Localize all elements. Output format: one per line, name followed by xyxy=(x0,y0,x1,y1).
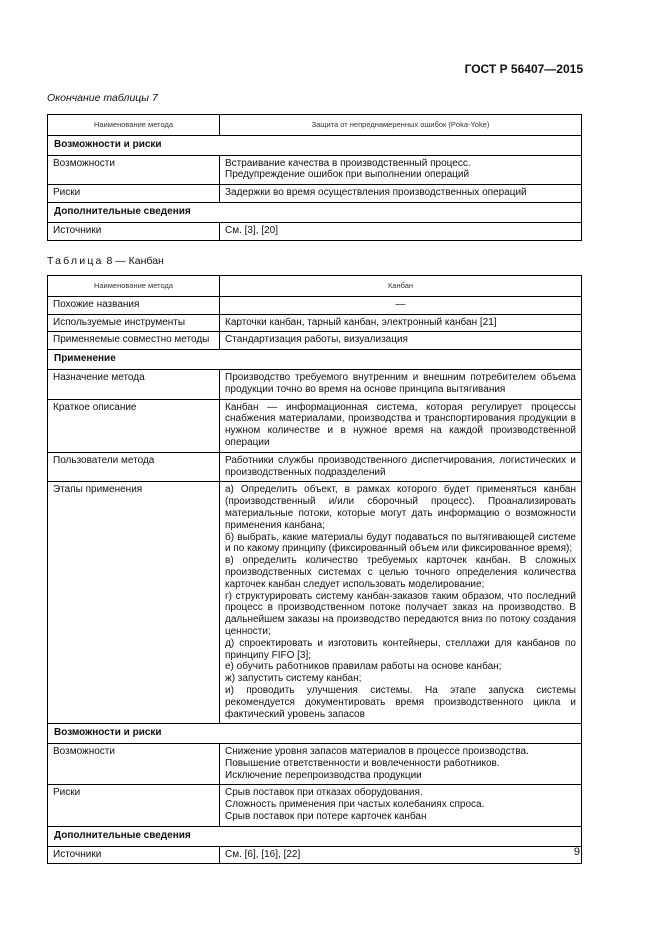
row-label-joint-methods: Применяемые совместно методы xyxy=(48,332,220,350)
row-value-opportunities xyxy=(220,744,582,785)
header-method-name: Наименование метода xyxy=(48,276,220,297)
section-title-opportunities-risks: Возможности и риски xyxy=(48,135,582,155)
table-row xyxy=(48,846,582,864)
list-item: Срыв поставок при отказах оборудования. xyxy=(225,787,423,799)
table-row xyxy=(48,399,582,452)
row-label-description: Краткое описание xyxy=(48,399,220,452)
list-item: е) обучить работников правилам работы на основе канбан; xyxy=(225,661,502,673)
row-value-joint-methods: Стандартизация работы, визуализация xyxy=(220,332,582,350)
table7-continuation-label: Окончание таблицы 7 xyxy=(47,92,158,104)
section-row xyxy=(48,826,582,846)
row-value-similar-names: — xyxy=(220,296,582,314)
section-title-application: Применение xyxy=(48,350,582,370)
table-row xyxy=(48,744,582,785)
row-label-opportunities: Возможности xyxy=(48,155,220,185)
table-header-row xyxy=(48,276,582,297)
row-value-purpose: Производство требуемого внутренним и внешним потребителем объема продукции точно во время на основе принципа вытягивания xyxy=(220,369,582,399)
list-item: Сложность применения при частых колебаниях спроса. xyxy=(225,799,485,811)
section-title-opportunities-risks: Возможности и риски xyxy=(48,724,582,744)
table-row xyxy=(48,452,582,482)
row-label-risks: Риски xyxy=(48,185,220,203)
table-row xyxy=(48,155,582,185)
section-row xyxy=(48,202,582,222)
list-item: Повышение ответственности и вовлеченности работников. xyxy=(225,757,500,769)
list-item: Исключение перепроизводства продукции xyxy=(225,769,422,781)
row-label-similar-names: Похожие названия xyxy=(48,296,220,314)
row-value-risks xyxy=(220,785,582,826)
table-8 xyxy=(47,275,582,864)
row-label-stages: Этапы применения xyxy=(48,482,220,724)
row-label-sources: Источники xyxy=(48,846,220,864)
standard-designation: ГОСТ Р 56407—2015 xyxy=(464,62,583,76)
caption-word: Таблица xyxy=(47,255,104,267)
caption-title: 8 — Канбан xyxy=(106,255,164,267)
row-label-sources: Источники xyxy=(48,222,220,240)
row-value-tools: Карточки канбан, тарный канбан, электронный канбан [21] xyxy=(220,314,582,332)
list-item: Предупреждение ошибок при выполнении операций xyxy=(225,169,470,181)
table-header-row xyxy=(48,115,582,136)
row-value-stages xyxy=(220,482,582,724)
table8-caption xyxy=(47,255,164,267)
row-label-purpose: Назначение метода xyxy=(48,369,220,399)
list-item: д) спроектировать и изготовить контейнеры, стеллажи для канбанов по принципу FIFO [3]; xyxy=(225,637,576,661)
table-row xyxy=(48,296,582,314)
list-item: и) проводить улучшения системы. На этапе запуска системы рекомендуется документировать время производственного цикла и фактический уровень запасов xyxy=(225,684,576,720)
table-row xyxy=(48,222,582,240)
section-row xyxy=(48,350,582,370)
table-row xyxy=(48,482,582,724)
header-method-value: Защита от непреднамеренных ошибок (Poka-Yoke) xyxy=(220,115,582,136)
row-label-tools: Используемые инструменты xyxy=(48,314,220,332)
row-value-risks: Задержки во время осуществления производственных операций xyxy=(220,185,582,203)
row-value-users: Работники службы производственного диспетчирования, логистических и производственных подразделений xyxy=(220,452,582,482)
page-number: 9 xyxy=(573,846,580,858)
table-row xyxy=(48,314,582,332)
header-method-name: Наименование метода xyxy=(48,115,220,136)
section-title-additional-info: Дополнительные сведения xyxy=(48,202,582,222)
list-item: б) выбрать, какие материалы будут подаваться по вытягивающей системе и по какому принципу (фиксированный объем или фиксированное время); xyxy=(225,531,576,555)
list-item: Снижение уровня запасов материалов в процессе производства. xyxy=(225,746,529,758)
section-row xyxy=(48,135,582,155)
row-value-sources: См. [6], [16], [22] xyxy=(220,846,582,864)
row-value-sources: См. [3], [20] xyxy=(220,222,582,240)
row-label-opportunities: Возможности xyxy=(48,744,220,785)
table-row xyxy=(48,332,582,350)
table-row xyxy=(48,185,582,203)
row-label-risks: Риски xyxy=(48,785,220,826)
list-item: Встраивание качества в производственный процесс. xyxy=(225,157,471,169)
table-row xyxy=(48,785,582,826)
row-label-users: Пользователи метода xyxy=(48,452,220,482)
list-item: г) структурировать систему канбан-заказов таким образом, что последний процесс в производственном потоке получает заказ на производство. В дальнейшем заказы на производство передаются вниз по потоку создания ценности; xyxy=(225,590,576,637)
section-title-additional-info: Дополнительные сведения xyxy=(48,826,582,846)
header-method-value: Канбан xyxy=(220,276,582,297)
row-value-description: Канбан — информационная система, которая регулирует процессы снабжения материалами, производства и транспортирования продукции в нужном количестве и в нужное время на каждой производственной операции xyxy=(220,399,582,452)
table-7 xyxy=(47,114,582,241)
section-row xyxy=(48,724,582,744)
list-item: а) Определить объект, в рамках которого будет применяться канбан (производственный и/или сборочный процесс). Проанализировать материальные потоки, которые могут дать информацию о возможности применения канбана; xyxy=(225,484,576,531)
list-item: ж) запустить систему канбан; xyxy=(225,673,362,685)
list-item: в) определить количество требуемых карточек канбан. В сложных производственных системах с целью точного определения количества карточек канбан следует использовать моделирование; xyxy=(225,555,576,590)
table-row xyxy=(48,369,582,399)
row-value-opportunities xyxy=(220,155,582,185)
list-item: Срыв поставок при потере карточек канбан xyxy=(225,811,427,823)
